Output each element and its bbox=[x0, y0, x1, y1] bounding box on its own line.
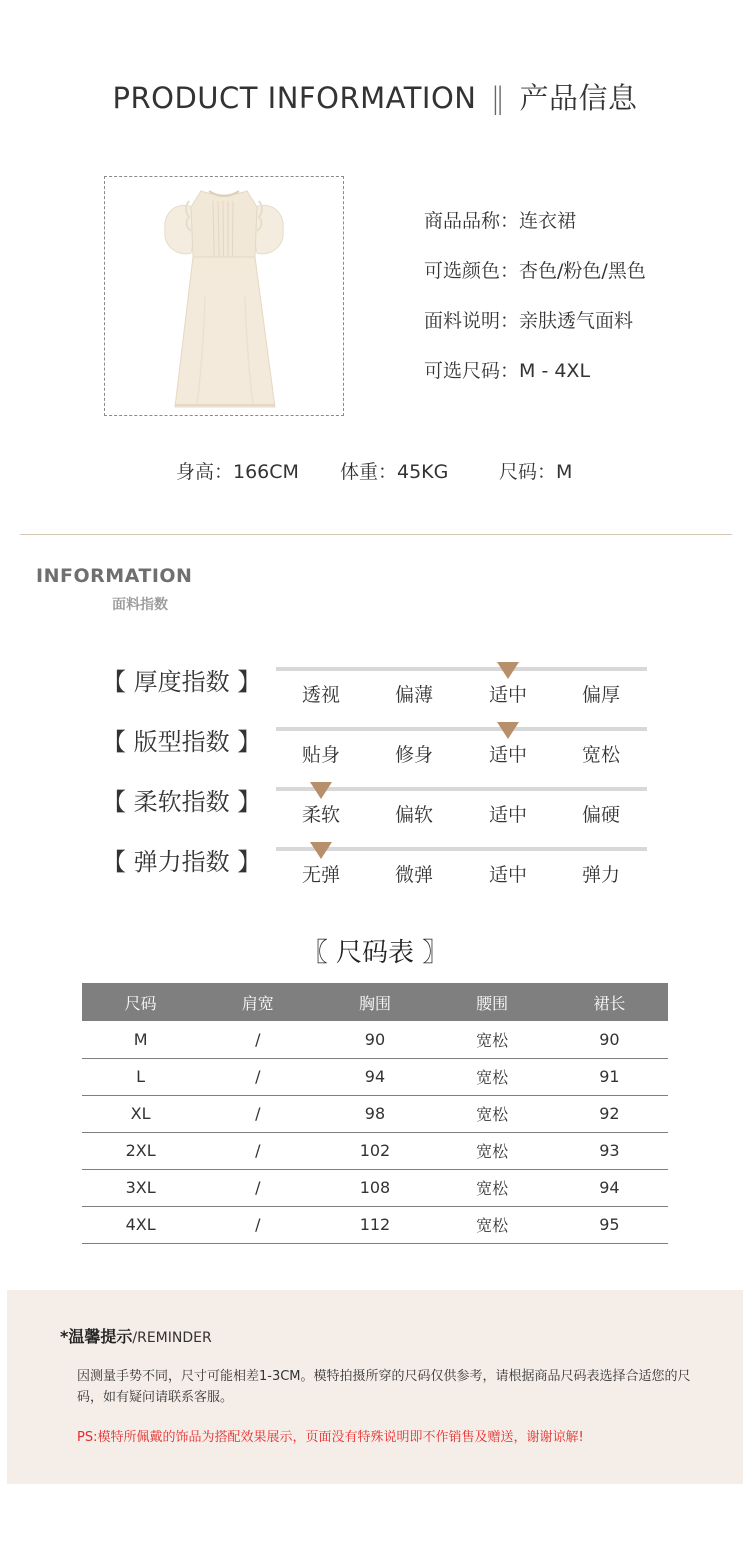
table-cell: 92 bbox=[551, 1095, 668, 1132]
table-cell: 3XL bbox=[82, 1169, 199, 1206]
info-row-name bbox=[424, 206, 646, 256]
table-row bbox=[82, 1169, 668, 1206]
index-option: 柔软 bbox=[301, 804, 341, 826]
index-option: 微弹 bbox=[394, 864, 434, 886]
index-marker-icon bbox=[497, 722, 519, 739]
page-title bbox=[0, 76, 750, 117]
table-cell: 宽松 bbox=[434, 1021, 551, 1058]
size-chart-table bbox=[82, 983, 668, 1244]
table-cell: 108 bbox=[316, 1169, 433, 1206]
index-option: 偏硬 bbox=[581, 804, 621, 826]
reminder-title-en: /REMINDER bbox=[132, 1330, 212, 1346]
index-label: 【 柔软指数 】 bbox=[102, 788, 262, 816]
info-row-fabric bbox=[424, 306, 646, 356]
index-label: 【 版型指数 】 bbox=[102, 728, 262, 756]
index-row-thickness bbox=[0, 662, 750, 722]
info-label: 可选颜色： bbox=[424, 260, 520, 282]
info-value: 杏色/粉色/黑色 bbox=[519, 260, 646, 282]
index-option: 适中 bbox=[488, 804, 528, 826]
table-row bbox=[82, 1095, 668, 1132]
info-value: M - 4XL bbox=[519, 360, 591, 382]
table-cell: / bbox=[199, 1206, 316, 1243]
table-cell: / bbox=[199, 1169, 316, 1206]
index-option: 贴身 bbox=[301, 744, 341, 766]
index-row-softness bbox=[0, 782, 750, 842]
product-image bbox=[104, 176, 344, 416]
column-header: 尺码 bbox=[82, 983, 199, 1021]
table-cell: 94 bbox=[316, 1058, 433, 1095]
index-option: 适中 bbox=[488, 864, 528, 886]
index-row-elasticity bbox=[0, 842, 750, 902]
column-header: 裙长 bbox=[551, 983, 668, 1021]
table-row bbox=[82, 1132, 668, 1169]
table-cell: 2XL bbox=[82, 1132, 199, 1169]
table-cell: / bbox=[199, 1058, 316, 1095]
index-marker-icon bbox=[310, 782, 332, 799]
table-cell: 4XL bbox=[82, 1206, 199, 1243]
reminder-box bbox=[7, 1290, 743, 1484]
index-track bbox=[276, 667, 647, 671]
model-height: 身高：166CM bbox=[176, 461, 299, 483]
info-label: 可选尺码： bbox=[424, 360, 520, 382]
reminder-title-cn: *温馨提示 bbox=[60, 1327, 133, 1346]
table-cell: / bbox=[199, 1095, 316, 1132]
reminder-body: 因测量手势不同，尺寸可能相差1-3CM。模特拍摄所穿的尺码仅供参考，请根据商品尺码表选择合适您的尺码，如有疑问请联系客服。 bbox=[77, 1369, 691, 1405]
index-track bbox=[276, 727, 647, 731]
dress-photo-icon bbox=[105, 177, 343, 415]
table-cell: / bbox=[199, 1021, 316, 1058]
table-row bbox=[82, 1206, 668, 1243]
index-option: 偏厚 bbox=[581, 684, 621, 706]
table-cell: 94 bbox=[551, 1169, 668, 1206]
table-cell: 95 bbox=[551, 1206, 668, 1243]
table-cell: 112 bbox=[316, 1206, 433, 1243]
model-size: 尺码：M bbox=[499, 461, 573, 483]
table-cell: XL bbox=[82, 1095, 199, 1132]
title-separator: ‖ bbox=[490, 81, 506, 115]
product-info-list bbox=[424, 206, 646, 406]
reminder-ps: PS:模特所佩戴的饰品为搭配效果展示，页面没有特殊说明即不作销售及赠送，谢谢谅解! bbox=[77, 1430, 584, 1445]
info-row-colors bbox=[424, 256, 646, 306]
column-header: 腰围 bbox=[434, 983, 551, 1021]
size-chart-title: 〖 尺码表 〗 bbox=[301, 938, 449, 968]
index-option: 无弹 bbox=[301, 864, 341, 886]
table-cell: 宽松 bbox=[434, 1132, 551, 1169]
column-header: 胸围 bbox=[316, 983, 433, 1021]
index-option: 透视 bbox=[301, 684, 341, 706]
table-header-row bbox=[82, 983, 668, 1021]
index-option: 适中 bbox=[488, 684, 528, 706]
table-cell: 宽松 bbox=[434, 1095, 551, 1132]
index-option: 弹力 bbox=[581, 864, 621, 886]
index-option: 适中 bbox=[488, 744, 528, 766]
information-subtitle: 面料指数 bbox=[112, 597, 168, 613]
info-value: 亲肤透气面料 bbox=[519, 310, 634, 332]
index-label: 【 弹力指数 】 bbox=[102, 848, 262, 876]
info-label: 面料说明： bbox=[424, 310, 520, 332]
index-option: 修身 bbox=[394, 744, 434, 766]
title-cn: 产品信息 bbox=[519, 81, 638, 115]
table-cell: 宽松 bbox=[434, 1169, 551, 1206]
model-weight: 体重：45KG bbox=[340, 461, 449, 483]
table-cell: 90 bbox=[316, 1021, 433, 1058]
index-marker-icon bbox=[310, 842, 332, 859]
table-cell: M bbox=[82, 1021, 199, 1058]
table-cell: / bbox=[199, 1132, 316, 1169]
title-en: PRODUCT INFORMATION bbox=[112, 81, 477, 115]
index-marker-icon bbox=[497, 662, 519, 679]
table-cell: L bbox=[82, 1058, 199, 1095]
column-header: 肩宽 bbox=[199, 983, 316, 1021]
info-row-sizes bbox=[424, 356, 646, 406]
reminder-title bbox=[60, 1324, 212, 1347]
index-label: 【 厚度指数 】 bbox=[102, 668, 262, 696]
information-title: INFORMATION bbox=[36, 565, 193, 587]
table-cell: 93 bbox=[551, 1132, 668, 1169]
table-cell: 宽松 bbox=[434, 1058, 551, 1095]
info-label: 商品品称： bbox=[424, 210, 520, 232]
index-option: 偏薄 bbox=[394, 684, 434, 706]
table-cell: 102 bbox=[316, 1132, 433, 1169]
index-option: 偏软 bbox=[394, 804, 434, 826]
index-row-fit bbox=[0, 722, 750, 782]
table-cell: 宽松 bbox=[434, 1206, 551, 1243]
index-option: 宽松 bbox=[581, 744, 621, 766]
table-cell: 91 bbox=[551, 1058, 668, 1095]
table-cell: 90 bbox=[551, 1021, 668, 1058]
table-cell: 98 bbox=[316, 1095, 433, 1132]
info-value: 连衣裙 bbox=[519, 210, 577, 232]
table-row bbox=[82, 1021, 668, 1058]
table-row bbox=[82, 1058, 668, 1095]
section-divider bbox=[20, 534, 732, 535]
